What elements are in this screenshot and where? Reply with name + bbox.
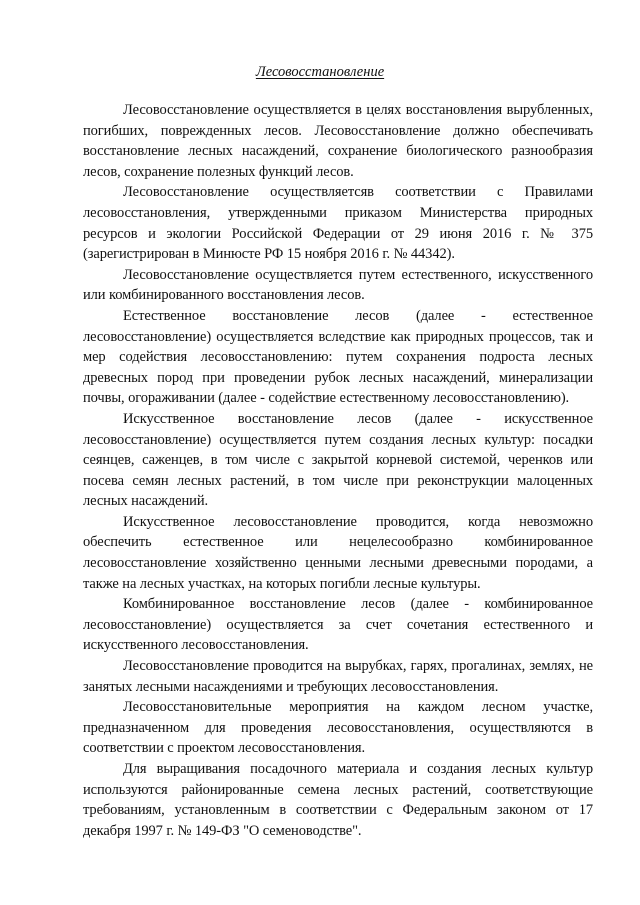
document-title: Лесовосстановление: [255, 64, 385, 80]
paragraph: Лесовосстановление осуществляется в целях восстановления вырубленных, погибших, поврежденных лесов. Лесовосстановление должно обеспечивать восстановление лесных насаждений, сохранение биологического разнообразия лесов, сохранение полезных функций лесов.: [83, 102, 593, 180]
document-body: [83, 100, 593, 841]
paragraph: Лесовосстановление проводится на вырубках, гарях, прогалинах, землях, не занятых лесными насаждениями и требующих лесовосстановления.: [83, 658, 593, 695]
paragraph: Для выращивания посадочного материала и создания лесных культур используются районированные семена лесных растений, соответствующие требованиям, установленным в соответствии с Федеральным законом от 17 декабря 1997 г. № 149-ФЗ "О семеноводстве".: [83, 761, 593, 839]
paragraph: Искусственное лесовосстановление проводится, когда невозможно обеспечить естественное или нецелесообразно комбинированное лесовосстановление хозяйственно ценными лесными древесными породами, а также на лесных участках, на которых погибли лесные культуры.: [83, 513, 593, 592]
paragraph: Лесовосстановительные мероприятия на каждом лесном участке, предназначенном для проведения лесовосстановления, осуществляются в соответствии с проектом лесовосстановления.: [83, 699, 593, 757]
paragraph: Лесовосстановление осуществляется путем естественного, искусственного или комбинированного восстановления лесов.: [83, 266, 593, 304]
paragraph: Лесовосстановление осуществляетсяв соответствии с Правилами лесовосстановления, утвержденными приказом Министерства природных ресурсов и экологии Российской Федерации от 29 июня 2016 г. № 375 (зарегистрирован в Минюсте РФ 15 ноября 2016 г. № 44342).: [83, 184, 593, 263]
paragraph: Естественное восстановление лесов (далее - естественное лесовосстановление) осуществляется вследствие как природных процессов, так и мер содействия лесовосстановлению: путем сохранения подроста лесных древесных пород при проведении рубок лесных насаждений, минерализации почвы, огораживании (далее - содействие естественному лесовосстановлению).: [83, 307, 593, 407]
paragraph: Искусственное восстановление лесов (далее - искусственное лесовосстановление) осуществляется путем создания лесных культур: посадки сеянцев, саженцев, в том числе с закрытой корневой системой, черенков или посева семян лесных растений, в том числе при реконструкции малоценных лесных насаждений.: [83, 410, 593, 510]
paragraph: Комбинированное восстановление лесов (далее - комбинированное лесовосстановление) осуществляется за счет сочетания естественного и искусственного лесовосстановления.: [83, 596, 593, 654]
